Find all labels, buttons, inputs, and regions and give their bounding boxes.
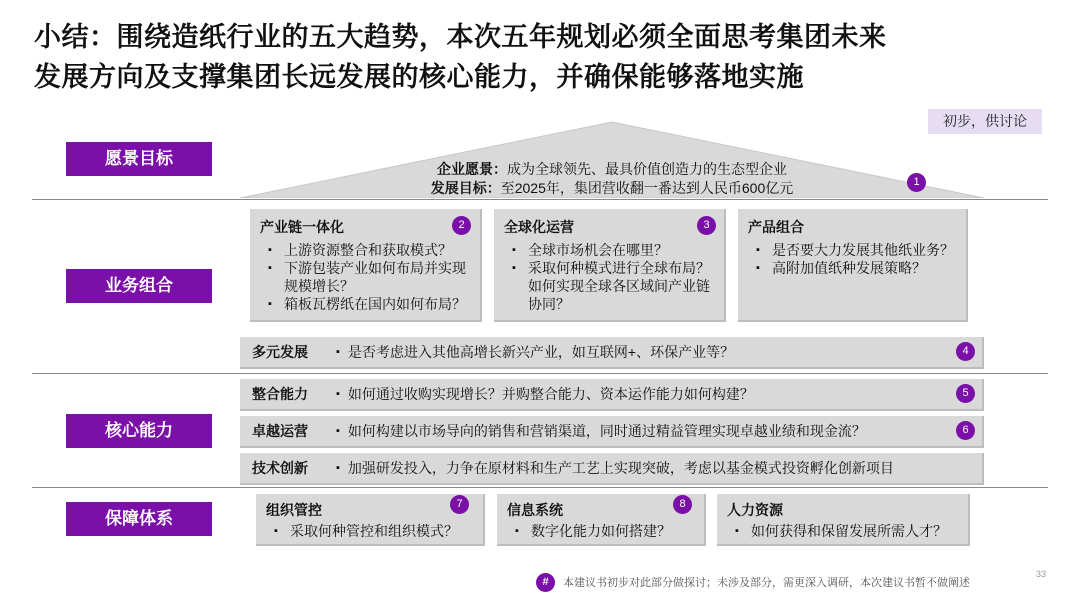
title-line-2: 发展方向及支撑集团长远发展的核心能力，并确保能够落地实施 xyxy=(34,62,804,93)
bar-text: 如何构建以市场导向的销售和营销渠道，同时通过精益管理实现卓越业绩和现金流？ xyxy=(347,423,866,439)
divider-line xyxy=(32,199,1048,200)
bullet-item: ▪ 上游资源整合和获取模式？ xyxy=(268,241,474,259)
number-badge: 8 xyxy=(673,495,692,514)
footnote-text: 本建议书初步对此部分做探讨；未涉及部分，需更深入调研，本次建议书暂不做阐述 xyxy=(563,577,970,589)
hash-icon: # xyxy=(536,573,555,592)
panel-title: 人力资源 xyxy=(727,502,783,518)
slide-title xyxy=(34,18,1034,98)
divider-line xyxy=(32,373,1048,374)
number-badge: 2 xyxy=(452,216,471,235)
number-badge: 3 xyxy=(697,216,716,235)
vision-label: 企业愿景： xyxy=(437,161,507,177)
bullet-item: ▪ 全球市场机会在哪里？ xyxy=(512,241,718,259)
bar-integration: 整合能力 ▪ 如何通过收购实现增长？并购整合能力、资本运作能力如何构建？ xyxy=(240,379,984,411)
bullet-item: ▪ 采取何种管控和组织模式？ xyxy=(274,522,477,540)
panel-title: 信息系统 xyxy=(507,502,563,518)
panel-industry-chain xyxy=(250,209,482,322)
bar-diversify: 多元发展 ▪ 是否考虑进入其他高增长新兴产业，如互联网+、环保产业等？ xyxy=(240,337,984,369)
goal-text: 至2025年，集团营收翻一番达到人民币600亿元 xyxy=(500,180,794,196)
page-number: 33 xyxy=(1036,569,1047,579)
row-label-support: 保障体系 xyxy=(66,502,212,536)
bullet-item: ▪ 箱板瓦楞纸在国内如何布局？ xyxy=(268,295,474,313)
bullet-item: ▪ 下游包装产业如何布局并实现规模增长？ xyxy=(268,259,474,295)
bar-text: 加强研发投入，力争在原材料和生产工艺上实现突破，考虑以基金模式投资孵化创新项目 xyxy=(347,460,894,476)
panel-title: 产品组合 xyxy=(748,219,804,235)
bar-innovation: 技术创新 ▪ 加强研发投入，力争在原材料和生产工艺上实现突破，考虑以基金模式投资孵化创新项目 xyxy=(240,453,984,485)
panel-product-portfolio xyxy=(738,209,968,322)
panel-title: 组织管控 xyxy=(266,502,322,518)
number-badge: 7 xyxy=(450,495,469,514)
bullet-item: ▪ 高附加值纸种发展策略？ xyxy=(756,259,960,277)
bullet-item: ▪ 如何获得和保留发展所需人才？ xyxy=(735,522,962,540)
row-label-vision: 愿景目标 xyxy=(66,142,212,176)
bar-label: 整合能力 xyxy=(252,386,308,402)
row-label-core: 核心能力 xyxy=(66,414,212,448)
goal-label: 发展目标： xyxy=(430,180,501,196)
bar-label: 技术创新 xyxy=(252,460,308,476)
number-badge: 1 xyxy=(907,173,926,192)
vision-line xyxy=(240,159,984,179)
goal-line xyxy=(240,178,984,198)
title-line-1: 小结：围绕造纸行业的五大趋势，本次五年规划必须全面思考集团未来 xyxy=(34,22,887,53)
bullet-item: ▪ 数字化能力如何搭建？ xyxy=(515,522,698,540)
bullet-item: ▪ 采取何种模式进行全球布局？如何实现全球各区域间产业链协同？ xyxy=(512,259,718,313)
divider-line xyxy=(32,487,1048,488)
bullet-item: ▪ 是否要大力发展其他纸业务？ xyxy=(756,241,960,259)
number-badge: 6 xyxy=(956,421,975,440)
panel-title: 产业链一体化 xyxy=(260,219,344,235)
draft-badge: 初步，供讨论 xyxy=(928,109,1042,134)
panel-title: 全球化运营 xyxy=(504,219,574,235)
bar-text: 如何通过收购实现增长？并购整合能力、资本运作能力如何构建？ xyxy=(347,386,754,402)
bar-label: 多元发展 xyxy=(252,344,308,360)
number-badge: 5 xyxy=(956,384,975,403)
footnote xyxy=(536,572,970,592)
bar-operations: 卓越运营 ▪ 如何构建以市场导向的销售和营销渠道，同时通过精益管理实现卓越业绩和现金流？ xyxy=(240,416,984,448)
number-badge: 4 xyxy=(956,342,975,361)
panel-globalization xyxy=(494,209,726,322)
bar-label: 卓越运营 xyxy=(252,423,308,439)
row-label-business: 业务组合 xyxy=(66,269,212,303)
bar-text: 是否考虑进入其他高增长新兴产业，如互联网+、环保产业等？ xyxy=(347,344,735,360)
panel-hr xyxy=(717,494,970,546)
vision-text: 成为全球领先、最具价值创造力的生态型企业 xyxy=(507,161,787,177)
